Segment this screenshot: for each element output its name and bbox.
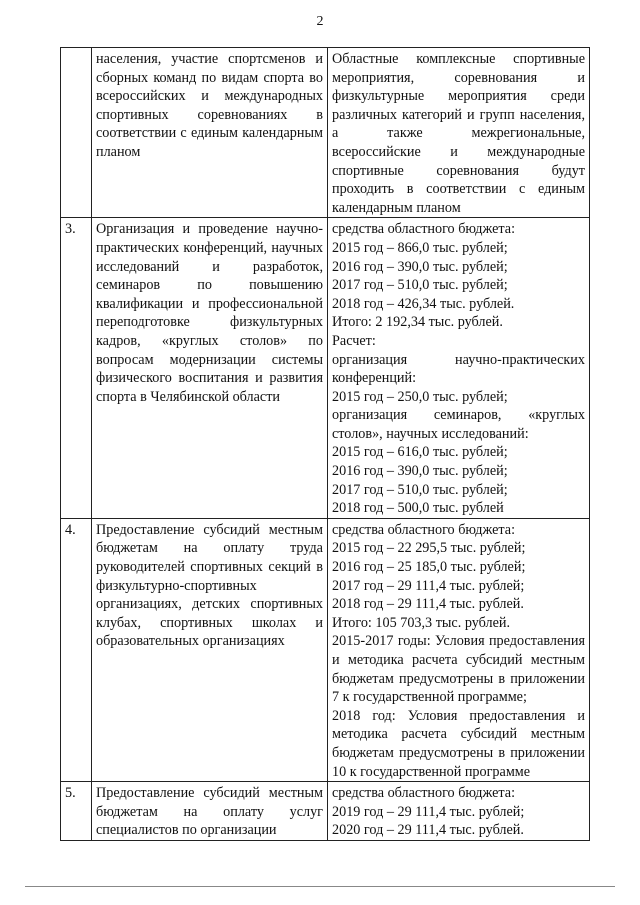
table-row [61,782,590,841]
resource-cell [328,218,590,519]
measure-description: населения, участие спортсменов и сборных команд по видам спорта во всероссийских и международных спортивных соревнованиях в соответствии с единым календарным планом [92,48,328,218]
resource-cell [328,782,590,841]
scan-edge-line [25,886,615,887]
measure-description: Организация и проведение научно-практических конференций, научных исследований и разработок, семинаров по повышению квалификации и профессиональной переподготовке физкультурных кадров, «круглых столов» по вопросам модернизации системы физического воспитания и развития спорта в Челябинской области [92,218,328,519]
resource-line: средства областного бюджета: [332,785,516,802]
resource-line: 2017 год – 510,0 тыс. рублей; [332,277,508,294]
resource-line: 2018 год – 500,0 тыс. рублей [332,500,504,517]
resource-line: 2018 год – 426,34 тыс. рублей. [332,295,515,312]
resource-line: средства областного бюджета: [332,221,516,238]
resource-cell [328,48,590,218]
row-number [61,48,92,218]
resource-line: 2019 год – 29 111,4 тыс. рублей; [332,803,525,820]
resource-line: 2015-2017 годы: Условия предоставления и методика расчета субсидий местным бюджетам предусмотрены в приложении 7 к государственной программе; [332,633,585,706]
resource-line: 2015 год – 866,0 тыс. рублей; [332,239,508,256]
page-number: 2 [316,14,324,29]
row-number: 3. [61,218,92,519]
resource-line: Итого: 2 192,34 тыс. рублей. [332,314,503,331]
resource-line: Областные комплексные спортивные мероприятия, соревнования и физкультурные мероприятия среди различных категорий и групп населения, а также межрегиональные, всероссийские и международные спортивные соревнования будут проходить в соответствии с единым календарным планом [332,51,585,216]
table-row [61,518,590,781]
resource-line: 2018 год – 29 111,4 тыс. рублей. [332,596,524,613]
program-measures-table [60,47,590,841]
row-number: 5. [61,782,92,841]
resource-line: 2017 год – 29 111,4 тыс. рублей; [332,577,525,594]
resource-line: организация научно-практических конференций: [332,351,585,387]
row-number: 4. [61,518,92,781]
table-row [61,48,590,218]
measure-description: Предоставление субсидий местным бюджетам на оплату труда руководителей спортивных секций в физкультурно-спортивных организациях, детских спортивных клубах, спортивных школах и образовательных организациях [92,518,328,781]
resource-line: средства областного бюджета: [332,521,516,538]
resource-line: 2016 год – 390,0 тыс. рублей; [332,463,508,480]
resource-line: 2015 год – 250,0 тыс. рублей; [332,388,508,405]
resource-line: 2016 год – 390,0 тыс. рублей; [332,258,508,275]
resource-line: 2015 год – 616,0 тыс. рублей; [332,444,508,461]
resource-line: Расчет: [332,332,376,349]
resource-line: организация семинаров, «круглых столов», научных исследований: [332,407,585,442]
resource-line: Итого: 105 703,3 тыс. рублей. [332,614,511,631]
resource-line: 2015 год – 22 295,5 тыс. рублей; [332,540,526,557]
resource-line: 2018 год: Условия предоставления и методика расчета субсидий местным бюджетам предусмотрены в приложении 10 к государственной программе [332,707,585,780]
resource-cell [328,518,590,781]
resource-line: 2020 год – 29 111,4 тыс. рублей. [332,822,524,839]
resource-line: 2016 год – 25 185,0 тыс. рублей; [332,559,526,576]
resource-line: 2017 год – 510,0 тыс. рублей; [332,481,508,498]
table-row [61,218,590,519]
measure-description: Предоставление субсидий местным бюджетам на оплату услуг специалистов по организации [92,782,328,841]
